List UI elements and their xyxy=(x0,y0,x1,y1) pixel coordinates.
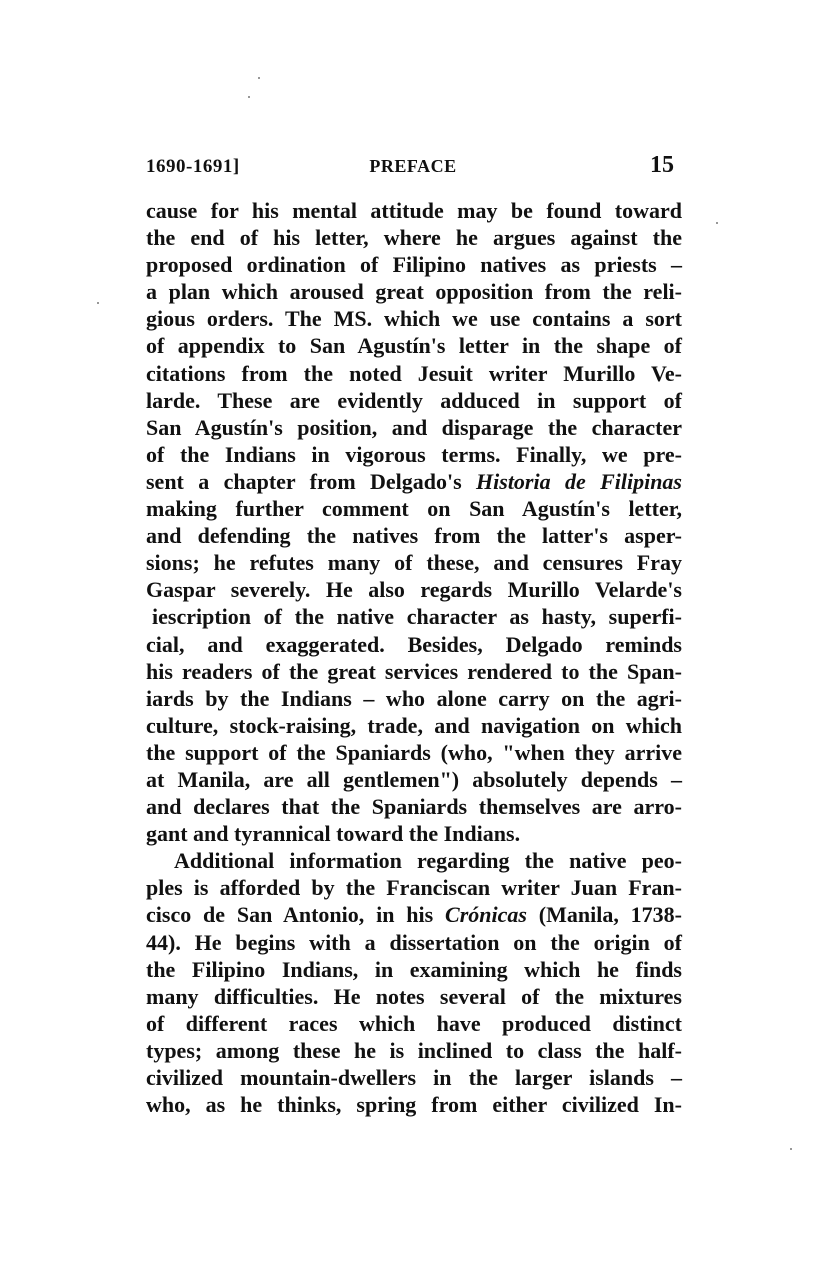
scan-speck xyxy=(258,77,260,79)
text-line: cisco de San Antonio, in his Crónicas (Manila, 1738- xyxy=(146,902,682,928)
text-line: making further comment on San Agustín's letter, xyxy=(146,496,682,522)
text-line: iescription of the native character as hasty, superfi- xyxy=(152,604,682,630)
text-line: the end of his letter, where he argues against the xyxy=(146,225,682,251)
text-line: proposed ordination of Filipino natives as priests – xyxy=(146,252,682,278)
text-line: and declares that the Spaniards themselves are arro- xyxy=(146,794,682,820)
scan-speck xyxy=(716,222,718,224)
text-line: iards by the Indians – who alone carry on the agri- xyxy=(146,685,682,711)
text-line: 44). He begins with a dissertation on the origin of xyxy=(146,929,682,955)
text-line: cause for his mental attitude may be found toward xyxy=(146,198,682,223)
text-line: his readers of the great services rendered to the Span- xyxy=(146,658,682,684)
text-line: larde. These are evidently adduced in support of xyxy=(146,387,682,413)
text-line: and defending the natives from the latter's asper- xyxy=(146,523,682,549)
text-line: many difficulties. He notes several of the mixtures xyxy=(146,983,682,1009)
text-line: citations from the noted Jesuit writer Murillo Ve- xyxy=(146,360,682,386)
text-line: at Manila, are all gentlemen") absolutely depends – xyxy=(146,766,682,792)
page-range: 1690-1691] xyxy=(146,156,240,177)
running-header xyxy=(146,150,680,184)
text-line: of the Indians in vigorous terms. Finally, we pre- xyxy=(146,441,682,467)
body-text xyxy=(146,197,682,1118)
text-line: of appendix to San Agustín's letter in the shape of xyxy=(146,333,682,359)
text-line: Gaspar severely. He also regards Murillo Velarde's xyxy=(146,577,682,603)
text-line: Additional information regarding the native peo- xyxy=(174,848,682,874)
text-line: civilized mountain-dwellers in the larger islands – xyxy=(146,1065,682,1090)
text-line: a plan which aroused great opposition from the reli- xyxy=(146,279,682,305)
text-line: gious orders. The MS. which we use contains a sort xyxy=(146,306,682,332)
text-line: who, as he thinks, spring from either civilized In- xyxy=(146,1092,682,1118)
page-title: PREFACE xyxy=(369,156,457,176)
scan-speck xyxy=(248,96,250,98)
text-line: sent a chapter from Delgado's Historia de Filipinas xyxy=(146,468,682,494)
text-line: types; among these he is inclined to class the half- xyxy=(146,1037,682,1063)
text-line: gant and tyrannical toward the Indians. xyxy=(146,821,521,847)
page-number: 15 xyxy=(650,152,674,178)
text-line: the Filipino Indians, in examining which he finds xyxy=(146,956,682,982)
scan-speck xyxy=(97,302,99,304)
text-line: of different races which have produced distinct xyxy=(146,1010,682,1036)
text-line: sions; he refutes many of these, and censures Fray xyxy=(146,550,682,576)
book-title-historia: Historia de Filipinas xyxy=(476,468,682,494)
text-line: the support of the Spaniards (who, "when they arrive xyxy=(146,739,682,765)
text-line: culture, stock-raising, trade, and navigation on which xyxy=(146,712,682,738)
scan-speck xyxy=(790,1148,792,1150)
text-line: ples is afforded by the Franciscan writer Juan Fran- xyxy=(146,875,682,901)
text-line: San Agustín's position, and disparage the character xyxy=(146,414,682,440)
text-line: cial, and exaggerated. Besides, Delgado reminds xyxy=(146,631,682,657)
book-title-cronicas: Crónicas xyxy=(445,902,527,928)
